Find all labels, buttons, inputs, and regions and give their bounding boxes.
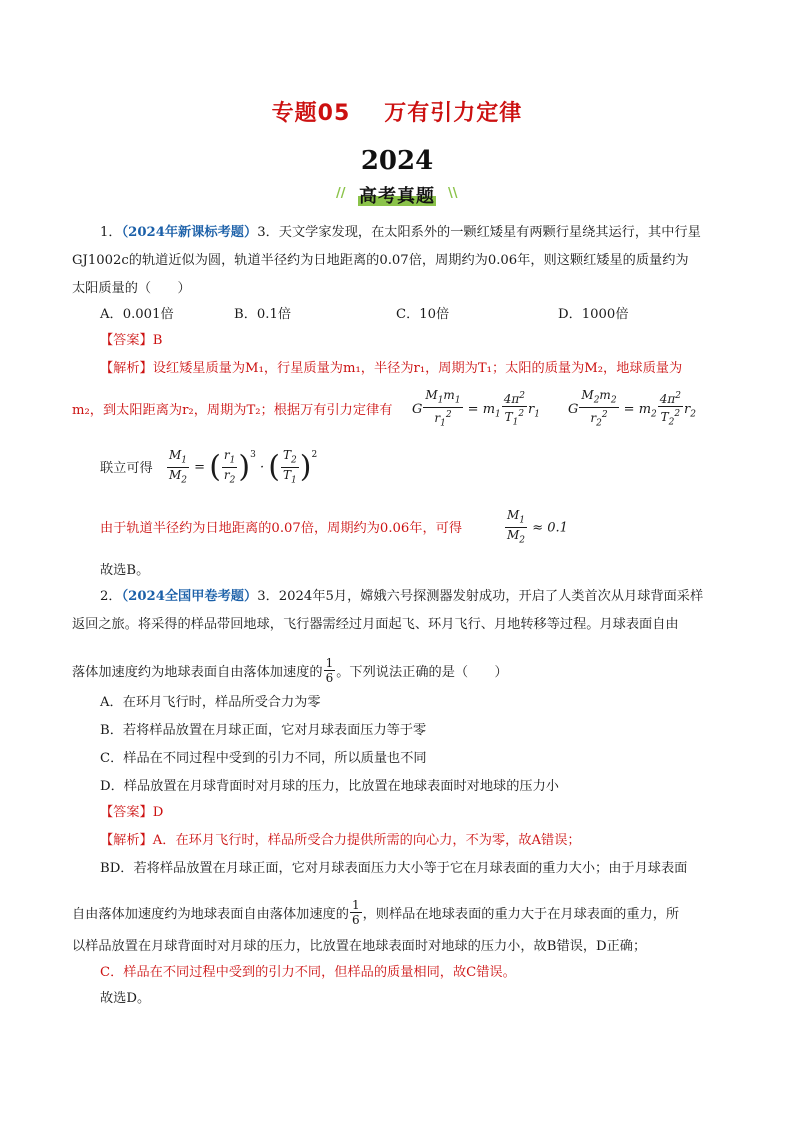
q2-analysis-3 [72,898,679,927]
q2-analysis-3b: ，则样品在地球表面的重力大于在月球表面的重力，所 [362,907,680,922]
q1-given: 由于轨道半径约为日地距离的0.07倍，周期约为0.06年，可得 [100,521,463,536]
title-right: 万有引力定律 [384,101,523,126]
q2-analysis-3a: 自由落体加速度约为地球表面自由落体加速度的 [72,907,349,922]
q1-combined-formula: $\frac{M_1}{M_2}$ = ( $\frac{r_1}{r_2}$ )$^3$ · ( $\frac{T_2}{T_1}$ )$^2$ [169,447,318,486]
q1-option-c: C．10倍 [396,307,450,322]
banner-left-mark: // [336,186,346,201]
q2-analysis-1 [100,832,581,850]
q1-line3: 太阳质量的（ ） [72,281,191,296]
q2-answer: 【答案】D [100,805,164,820]
q2-analysis-5: C．样品在不同过程中受到的引力不同，但样品的质量相同，故C错误。 [100,965,516,980]
q1-conclusion: 故选B。 [100,563,150,578]
q2-analysis-fraction: $\frac{1}{6}$ [351,898,360,927]
banner-label: 高考真题 [359,186,435,207]
q2-analysis-text-1: A．在环月飞行时，样品所受合力提供所需的向心力，不为零，故A错误； [152,833,581,848]
q1-source: （2024年新课标考题） [121,225,258,240]
q1-analysis-label: 【解析】 [100,361,153,376]
q1-combine-label: 联立可得 [100,461,153,476]
q2-analysis-label: 【解析】 [100,833,153,848]
q1-stem-1: 3．天文学家发现，在太阳系外的一颗红矮星有两颗行星绕其运行，其中行星 [257,225,701,240]
q2-source: （2024全国甲卷考题） [121,589,258,604]
q2-stem-3b: 。下列说法正确的是（ ） [336,665,508,680]
q1-answer: 【答案】B [100,333,163,348]
q1-approx: ≈ 0.1 [532,520,568,536]
q1-formula-planet: G $\frac{M_1m_1}{r_1^2}$ = $m_1$ $\frac{4\pi^2}{T_1^2}$ $r_1$ [412,388,540,429]
q2-stem-3a: 落体加速度约为地球表面自由落体加速度的 [72,665,323,680]
q2-conclusion: 故选D。 [100,991,151,1006]
q1-number: 1． [100,225,122,240]
q1-analysis-2: m₂，到太阳距离为r₂，周期为T₂；根据万有引力定律有 [72,403,393,418]
page-title [0,96,794,127]
q2-number: 2． [100,589,122,604]
banner-right-mark: \\ [448,186,458,201]
title-left: 专题05 [271,101,351,126]
q2-option-c: C．样品在不同过程中受到的引力不同，所以质量也不同 [100,751,427,766]
q2-fraction-one-sixth: $\frac{1}{6}$ [325,656,334,685]
section-banner [336,182,458,208]
q1-line1 [100,224,701,242]
q1-analysis-1 [100,360,682,378]
q2-line1 [100,588,703,606]
q1-option-b: B．0.1倍 [234,307,292,322]
q2-analysis-4: 以样品放置在月球背面时对月球的压力，比放置在地球表面时对地球的压力小，故B错误，D正确； [72,939,647,954]
q1-option-a: A．0.001倍 [100,307,174,322]
year-heading: 2024 [360,146,434,176]
q1-option-d: D．1000倍 [558,307,629,322]
q1-line2: GJ1002c的轨道近似为圆，轨道半径约为日地距离的0.07倍，周期约为0.06年，则这颗红矮星的质量约为 [72,253,689,268]
q2-line3 [72,656,508,685]
q2-option-a: A．在环月飞行时，样品所受合力为零 [100,695,321,710]
q2-stem-1: 3．2024年5月，嫦娥六号探测器发射成功，开启了人类首次从月球背面采样 [257,589,704,604]
q2-option-d: D．样品放置在月球背面时对月球的压力，比放置在地球表面时对地球的压力小 [100,779,559,794]
q2-analysis-2: BD．若将样品放置在月球正面，它对月球表面压力大小等于它在月球表面的重力大小；由于月球表面 [100,861,688,876]
q1-result-formula: $\frac{M_1}{M_2}$ ≈ 0.1 [507,508,568,546]
q1-analysis-text-1: 设红矮星质量为M₁，行星质量为m₁，半径为r₁，周期为T₁；太阳的质量为M₂，地球质量为 [152,361,683,376]
q2-option-b: B．若将样品放置在月球正面，它对月球表面压力等于零 [100,723,427,738]
q1-formula-earth: G $\frac{M_2m_2}{r_2^2}$ = $m_2$ $\frac{4\pi^2}{T_2^2}$ $r_2$ [568,388,696,429]
q2-line2: 返回之旅。将采得的样品带回地球，飞行器需经过月面起飞、环月飞行、月地转移等过程。月球表面自由 [72,617,679,632]
